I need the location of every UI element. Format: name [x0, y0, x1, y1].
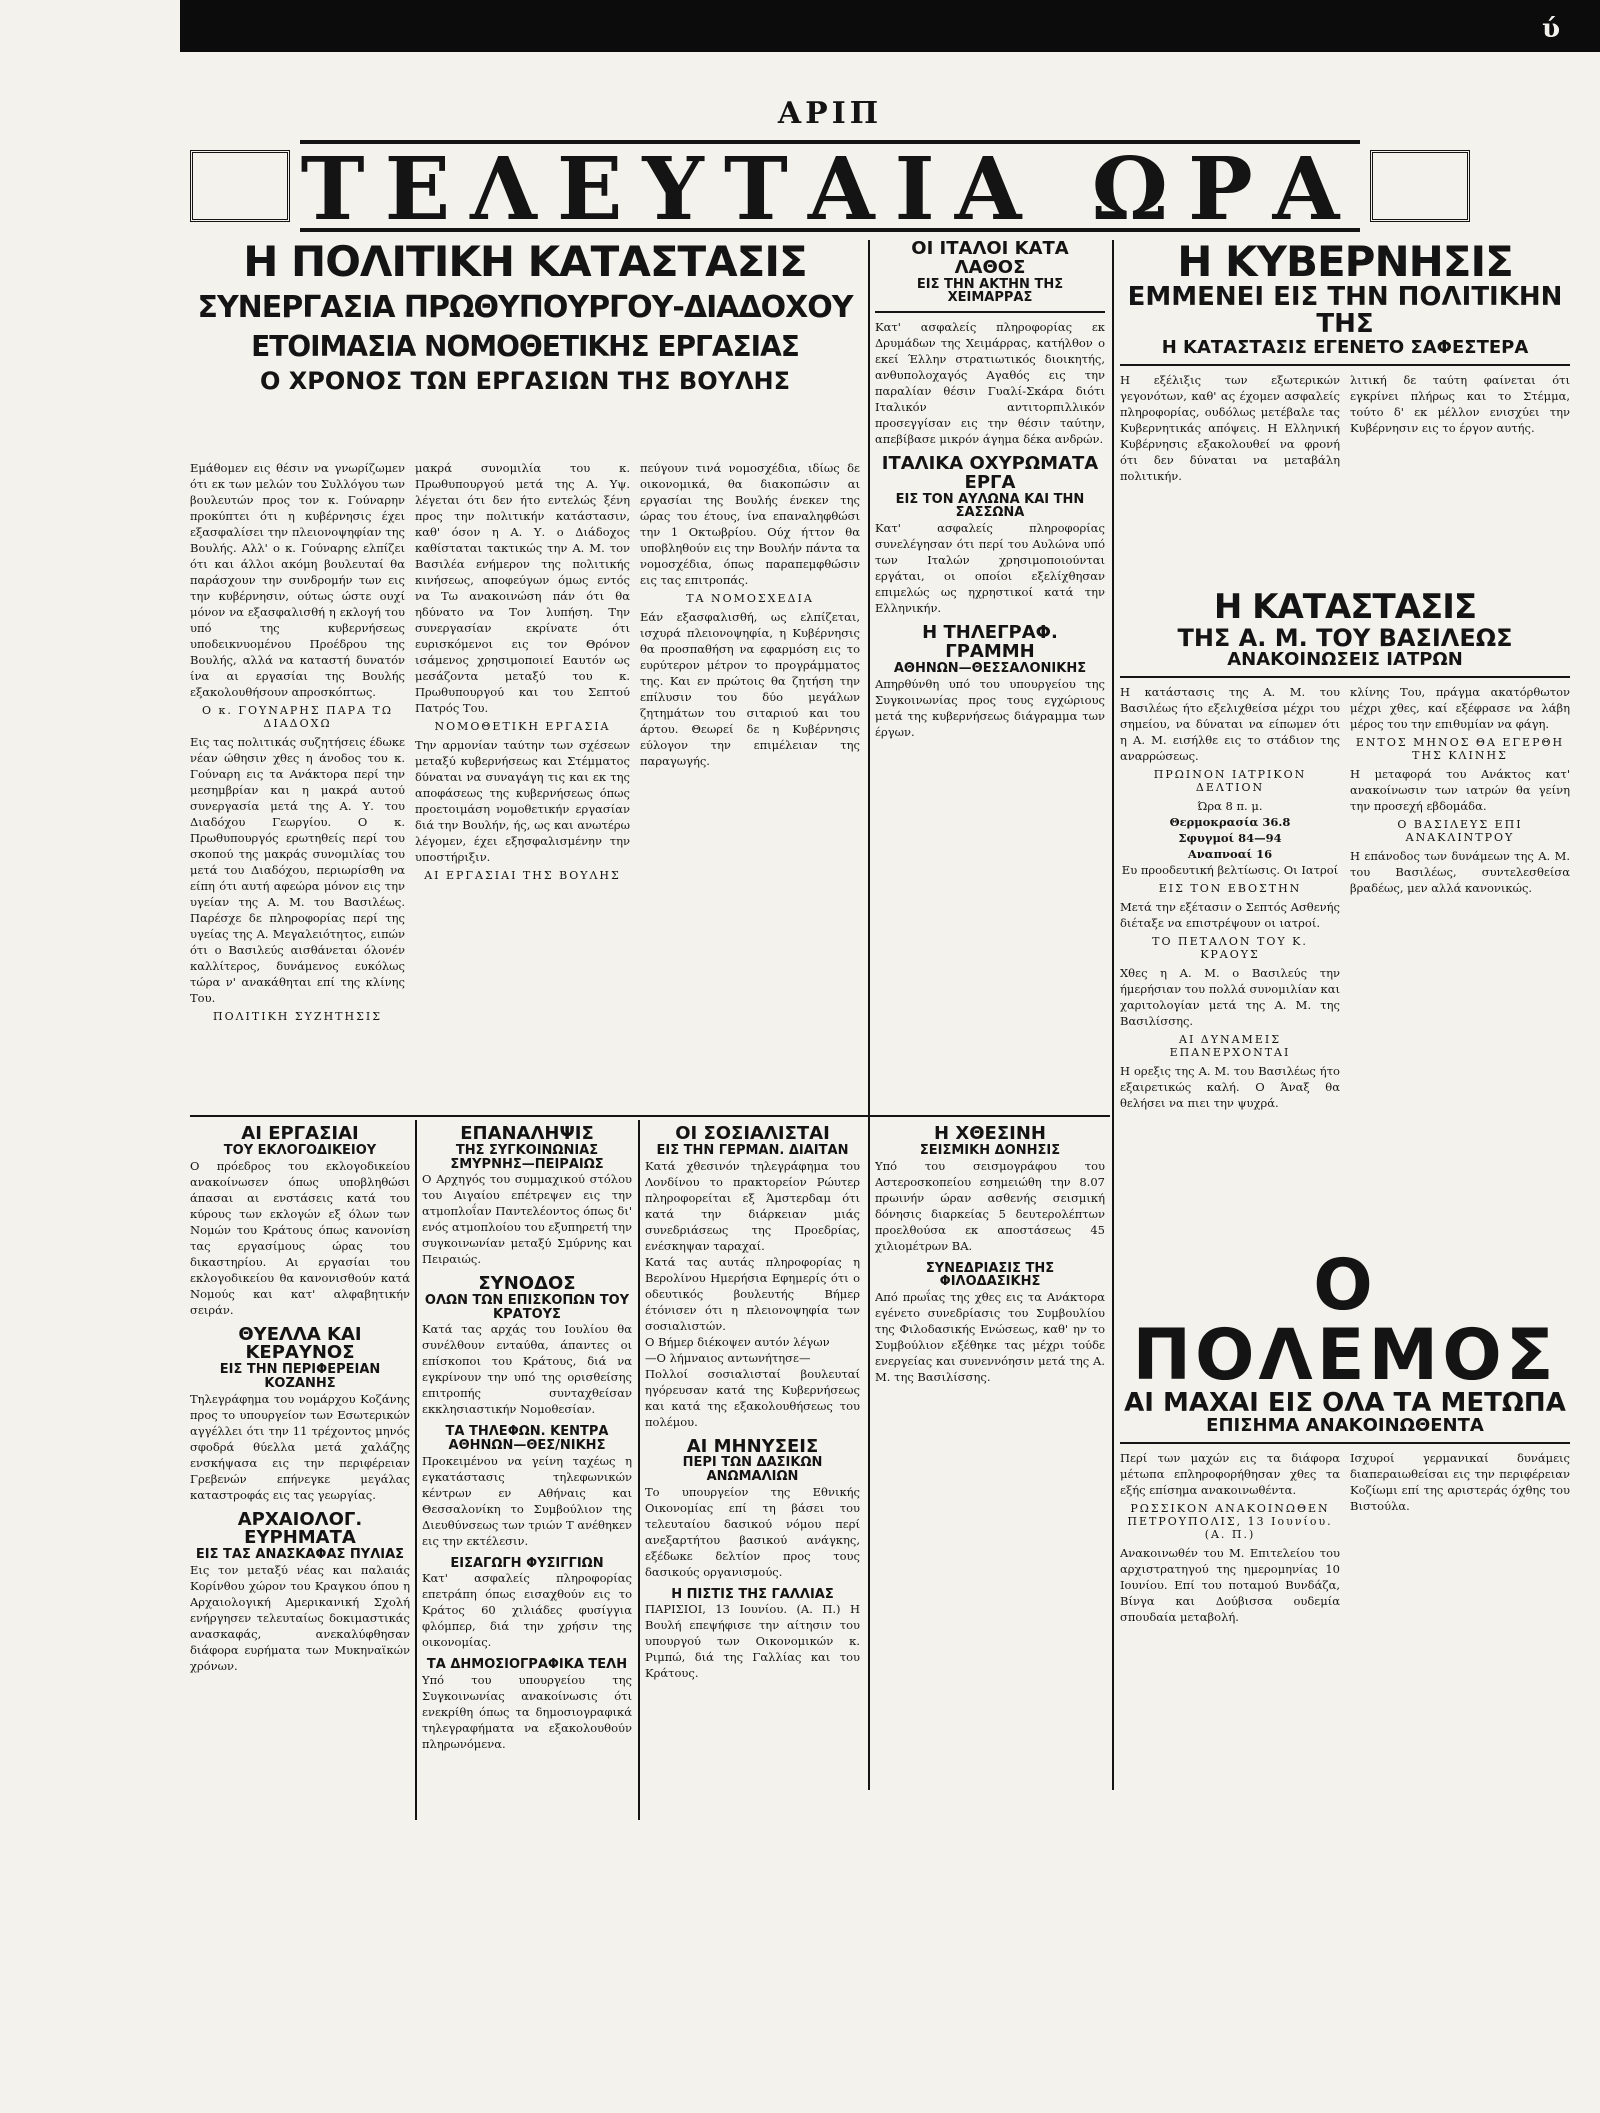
fees-text: Υπό του υπουργείου της Συγκοινωνίας ανακοίνωσις ότι ενεκρίθη όπως τα δημοσιογραφικά τηλεγραφήματα να εξακολουθούν πληρωνόμενα. — [422, 1672, 632, 1751]
seismic-headline: Η ΧΘΕΣΙΝΗ — [934, 1125, 1046, 1144]
synod-text: Κατά τας αρχάς του Ιουλίου θα συνέλθουν ενταύθα, άπαντες οι επίσκοποι του Κράτους, διά να εγκρίνουν την υπό της ορισθείσης επιτροπής συνταχθείσαν εκκλησιαστικήν Νομοθεσίαν. — [422, 1322, 632, 1417]
column-rule — [868, 240, 870, 1790]
page-banner: ΤΕΛΕΥΤΑΙΑ ΩΡΑ — [300, 139, 1360, 240]
war-text: Περί των μαχών εις τα διάφορα μέτωπα επληροφορήθησαν χθες τα εξής επίσημα ανακοινωθέντα. — [1120, 1451, 1340, 1498]
synod-deck: ΟΛΩΝ ΤΩΝ ΕΠΙΣΚΟΠΩΝ ΤΟΥ ΚΡΑΤΟΥΣ — [424, 1293, 630, 1322]
philodasic-headline: ΣΥΝΕΔΡΙΑΣΙΣ ΤΗΣ ΦΙΛΟΔΑΣΙΚΗΣ — [925, 1260, 1055, 1290]
king-sub1-text: Η μεταφορά του Ανάκτος κατ' ανακοίνωσιν των ιατρών θα γείνη την προσεχή εβδομάδα. — [1350, 766, 1570, 813]
misc-return-text: Η ορεξις της Α. Μ. του Βασιλέως ήτο εξαιρετικώς καλή. Ο Άναξ θα θελήσει να πιει την ψυχρά. — [1120, 1063, 1340, 1110]
king-deck2: ΑΝΑΚΟΙΝΩΣΕΙΣ ΙΑΤΡΩΝ — [1227, 648, 1463, 670]
king-headline: Η ΚΑΤΑΣΤΑΣΙΣ — [1213, 590, 1477, 627]
lower-column-1 — [190, 1125, 410, 1825]
philodasic-text: Από πρωΐας της χθες εις τα Ανάκτορα εγένετο συνεδρίασις του Συμβουλίου της Φιλοδασικής Ενώσεως, καθ' ην το Συμβούλιον εξέθηκε τας μέχρι τούδε ενεργείας και συνεννόησιν μετά της Α. Μ. της Βασιλίσσης. — [875, 1289, 1105, 1384]
archaeology-text: Εις τον μεταξύ νέας και παλαιάς Κορίνθου χώρον του Κραγκου όπου η Αρχαιολογική Αμερικανική Σχολή ενήργησεν τελευταίως δοκιμαστικάς ανασκαφάς, ανεκαλύφθησαν διάφορα ευρήματα των Μυκηναϊκών χρόνων. — [190, 1563, 410, 1674]
court-headline: ΑΙ ΕΡΓΑΣΙΑΙ — [241, 1125, 359, 1144]
italians-headline: ΟΙ ΙΤΑΛΟΙ ΚΑΤΑ ΛΑΘΟΣ — [911, 240, 1069, 278]
war-sub: ΡΩΣΣΙΚΟΝ ΑΝΑΚΟΙΝΩΘΕΝ ΠΕΤΡΟΥΠΟΛΙΣ, 13 Ιουνίου. (Α. Π.) — [1127, 1502, 1333, 1542]
complaints-text: Το υπουργείον της Εθνικής Οικονομίας επί τη βάσει του τελευταίου δασικού νόμου περί ανεξαρτήτου βασικού ανάγκης, εξέδωκε δελτίον προς τους δασικούς οργανισμούς. — [645, 1484, 860, 1579]
smyrna-text: Ο Αρχηγός του συμμαχικού στόλου του Αιγαίου επέτρεψεν εις την ατμοπλοΐαν Παντελέοντος όπως δι' ενός ατμοπλοίου του εξυπηρετή την συγκοινωνίαν μεταξύ Σμύρνης και Πειραιώς. — [422, 1172, 632, 1267]
smyrna-deck1: ΤΗΣ ΣΥΓΚΟΙΝΩΝΙΑΣ — [455, 1142, 599, 1158]
king-sub1: ΕΝΤΟΣ ΜΗΝΟΣ ΘΑ ΕΓΕΡΘΗ ΤΗΣ ΚΛΙΝΗΣ — [1355, 735, 1565, 762]
king-bulletin: ΠΡΩΙΝΟΝ ΙΑΤΡΙΚΟΝ ΔΕΛΤΙΟΝ — [1153, 767, 1307, 794]
lower-column-4 — [875, 1125, 1105, 1825]
war-text-3: Ισχυροί γερμανικαί δυνάμεις διαπεραιωθείσαι εις την περιφέρειαν Κοζίωμι επί της αριστεράς όχθης του Βιστούλα. — [1350, 1451, 1570, 1514]
page-number: ύ — [1541, 14, 1560, 44]
politics-sub-1: Ο κ. ΓΟΥΝΑΡΗΣ ΠΑΡΑ ΤΩ ΔΙΑΔΟΧΩ — [202, 704, 393, 730]
government-headline: Η ΚΥΒΕΡΝΗΣΙΣ — [1177, 240, 1513, 286]
socialists-quote-2: —Ο λήμναιος αντωνήτησε— — [645, 1350, 811, 1365]
politics-text-1b: Εις τας πολιτικάς συζητήσεις έδωκε νέαν ώθησιν χθες η άνοδος του κ. Γούναρη εις τα Ανάκτορα περί την μεσημβρίαν και η μακρά αυτού συνεργασία μετά της Α. Υ. του Διαδόχου Γεωργίου. Ο κ. Πρωθυπουργός ερωτηθείς περί του σκοπού της μακράς συνομιλίας του μετά του Διαδόχου, περιωρίσθη να είπη ότι αυτή αφεώρα μόνον εις την υγείαν της Α. Μ. του Βασιλέως. Παρέσχε δε πληροφορίας περί της υγείας της Α. Μεγαλειότητος, ειπών ότι ο Βασιλεύς αισθάνεται όλονέν καλλίτερος, δυνάμενος ευκόλως τώρα ν' ανακάθηται επί της κλίνης Του. — [190, 735, 405, 1005]
italians-text: Κατ' ασφαλείς πληροφορίας εκ Δρυμάδων της Χειμάρρας, κατήλθον ο εκεί Έλλην στρατιωτικός διοικητής, ανθυπολοχαγός Αγαθός εις την παραλίαν θέσιν Γυαλί-Σκάρα διότι Ιταλικόν αντιτορπιλλικόν προσεγγίσαν εις την θέσιν ταύτην, απεβίβασε μικρόν άγημα δέκα ανδρών. — [875, 320, 1105, 447]
politics-deck2: ΕΤΟΙΜΑΣΙΑ ΝΟΜΟΘΕΤΙΚΗΣ ΕΡΓΑΣΙΑΣ — [251, 329, 799, 363]
misc-vasilefs-headline: Ο ΒΑΣΙΛΕΥΣ ΕΠΙ ΑΝΑΚΛΙΝΤΡΟΥ — [1397, 817, 1523, 844]
smyrna-headline: ΕΠΑΝΑΛΗΨΙΣ — [460, 1125, 594, 1144]
misc-eastern-text: Μετά την εξέτασιν ο Σεπτός Ασθενής διέταξε να επιστρέψουν οι ιατροί. — [1120, 899, 1340, 930]
complaints-deck: ΠΕΡΙ ΤΩΝ ΔΑΣΙΚΩΝ ΑΝΩΜΑΛΙΩΝ — [682, 1455, 823, 1485]
court-text: Ο πρόεδρος του εκλογοδικείου ανακοίνωσεν όπως υποβληθώσι άπασαι αι ενστάσεις κατά του κύρους των εκλογών εξ όλων των Νομών του Κράτους όπως κανονίση τας εργασίμους ώρας του δικαστηρίου. Αι εργασίαι του εκλογοδικείου θα κανονισθούν κατά Νομούς και κατ' αλφαβητικήν σειράν. — [190, 1158, 410, 1317]
france-text: ΠΑΡΙΣΙΟΙ, 13 Ιουνίου. (Α. Π.) Η Βουλή επεψήφισε την αίτησιν του υπουργού των Οικονομικών κ. Ριμπώ, διά της Γαλλίας και του Κράτους. — [645, 1602, 860, 1681]
misc-vasilefs-text: Η επάνοδος των δυνάμεων της Α. Μ. του Βασιλέως, συντελεσθείσα βραδέως, μεν αλλά κανονικώς. — [1350, 848, 1570, 895]
column-rule — [638, 1120, 640, 1820]
war-deck2: ΕΠΙΣΗΜΑ ΑΝΑΚΟΙΝΩΘΕΝΤΑ — [1206, 1415, 1484, 1437]
italians-sub1-deck: ΕΙΣ ΤΟΝ ΑΥΛΩΝΑ ΚΑΙ ΤΗΝ ΣΑΣΣΩΝΑ — [895, 491, 1085, 521]
politics-text-3b: Εάν εξασφαλισθή, ως ελπίζεται, ισχυρά πλειονοψηφία, η Κυβέρνησις θα προσπαθήση να εφαρμόση εις το ευρύτερον μέτρον το προγράμματος της. Και εν πρώτοις θα ζητήση την επίλυσιν του δύο μεγάλων ζητημάτων του σιταριού και του άρτου. Θεωρεί δε η Κυβέρνησις εύλογον την επιμέλειαν της παραγωγής. — [640, 610, 860, 768]
war-text-2: Ανακοινωθέν του Μ. Επιτελείου του αρχιστρατηγού της ημερομηνίας 10 Ιουνίου. Επί του ποταμού Βυνδάζα, Βίνγα και Δούβισσα ουδεμία σπουδαία μεταβολή. — [1120, 1546, 1340, 1625]
war-story — [1120, 1250, 1570, 1810]
politics-text-2b: Την αρμονίαν ταύτην των σχέσεων μεταξύ κυβερνήσεως και Στέμματος δύναται να συναγάγη τις και εκ της αποφάσεως της κυβερνήσεως όπως προετοιμάση νομοθετικήν εργασίαν διά την Βουλήν, ής, ως και ανωτέρω λέγομεν, έχει εξησφαλισμένην την υποστήριξιν. — [415, 738, 630, 864]
italians-sub2-deck: ΑΘΗΝΩΝ—ΘΕΣΣΑΛΟΝΙΚΗΣ — [893, 660, 1087, 676]
socialists-quote-1: Ο Βήμερ διέκοψεν αυτόν λέγων — [645, 1334, 830, 1349]
italians-story — [875, 240, 1105, 1120]
archaeology-deck: ΕΙΣ ΤΑΣ ΑΝΑΣΚΑΦΑΣ ΠΥΛΙΑΣ — [195, 1547, 405, 1563]
socialists-deck: ΕΙΣ ΤΗΝ ΓΕΡΜΑΝ. ΔΙΑΙΤΑΝ — [656, 1142, 849, 1158]
telephone-deck: ΑΘΗΝΩΝ—ΘΕΣ/ΝΙΚΗΣ — [448, 1437, 606, 1453]
politics-column-2 — [415, 460, 630, 1100]
politics-header — [190, 240, 860, 440]
lower-column-2 — [422, 1125, 632, 1825]
phosphate-headline: ΕΙΣΑΓΩΓΗ ΦΥΣΙΓΓΙΩΝ — [450, 1555, 604, 1571]
politics-sub-4: ΑΙ ΕΡΓΑΣΙΑΙ ΤΗΣ ΒΟΥΛΗΣ — [424, 869, 621, 882]
italians-sub1-headline: ΙΤΑΛΙΚΑ ΟΧΥΡΩΜΑΤΑ ΕΡΓΑ — [881, 453, 1099, 493]
synod-headline: ΣΥΝΟΔΟΣ — [478, 1273, 576, 1295]
storm-text: Τηλεγράφημα του νομάρχου Κοζάνης προς το υπουργείον των Εσωτερικών αγγέλλει ότι την 11 τρέχοντος μηνός σφοδρά θύελλα μετά χαλάζης ενσκήψασα εις την περιφέρειαν Γρεβενών επήνεγκε μεγάλας καταστροφάς εις τας γεωργίας. — [190, 1391, 410, 1502]
top-bar — [180, 0, 1600, 52]
king-text-left: Η κατάστασις της Α. Μ. του Βασιλέως ήτο εξελιχθείσα μέχρι του σημείου, να δύναται να είπωμεν ότι η Α. Μ. εισήλθε εις το στάδιον της αναρρώσεως. — [1120, 684, 1340, 763]
misc-eastern-headline: ΕΙΣ ΤΟΝ ΕΒΟΣΤΗΝ — [1158, 881, 1302, 895]
government-deck1: ΕΜΜΕΝΕΙ ΕΙΣ ΤΗΝ ΠΟΛΙΤΙΚΗΝ ΤΗΣ — [1127, 282, 1563, 340]
smyrna-deck2: ΣΜΥΡΝΗΣ—ΠΕΙΡΑΙΩΣ — [450, 1156, 604, 1172]
masthead-small: ΑΡΙΠ — [777, 96, 883, 131]
france-headline: Η ΠΙΣΤΙΣ ΤΗΣ ΓΑΛΛΙΑΣ — [671, 1586, 834, 1602]
king-temp: Θερμοκρασία 36.8 — [1169, 814, 1291, 829]
storm-deck: ΕΙΣ ΤΗΝ ΠΕΡΙΦΕΡΕΙΑΝ ΚΟΖΑΝΗΣ — [219, 1362, 381, 1391]
war-headline: Ο ΠΟΛΕΜΟΣ — [1132, 1250, 1558, 1396]
telephone-text: Προκειμένου να γείνη ταχέως η εγκατάστασις τηλεφωνικών κέντρων εν Αθήναις και Θεσσαλονίκη το Συμβούλιον της Διευθύνσεως των τριών Τ ανέθηκεν εις την εκτέλεσιν. — [422, 1453, 632, 1548]
misc-return-headline: ΑΙ ΔΥΝΑΜΕΙΣ ΕΠΑΝΕΡΧΟΝΤΑΙ — [1169, 1032, 1291, 1059]
lower-column-3 — [645, 1125, 860, 1825]
politics-deck3: Ο ΧΡΟΝΟΣ ΤΩΝ ΕΡΓΑΣΙΩΝ ΤΗΣ ΒΟΥΛΗΣ — [259, 366, 791, 395]
government-story — [1120, 240, 1570, 580]
war-deck1: ΑΙ ΜΑΧΑΙ ΕΙΣ ΟΛΑ ΤΑ ΜΕΤΩΠΑ — [1124, 1388, 1566, 1418]
king-deck1: ΤΗΣ Α. Μ. ΤΟΥ ΒΑΣΙΛΕΩΣ — [1177, 623, 1513, 652]
politics-deck1: ΣΥΝΕΡΓΑΣΙΑ ΠΡΩΘΥΠΟΥΡΓΟΥ-ΔΙΑΔΟΧΟΥ — [197, 290, 853, 326]
socialists-text-2: Κατά τας αυτάς πληροφορίας η Βερολίνου Ημερήσια Εφημερίς ότι ο οδευτικός βουλευτής Βήμερ έτόνισεν ότι η πλειονοψηφία των σοσιαλιστών. — [645, 1254, 860, 1333]
banner-ornament-right — [1370, 150, 1470, 222]
storm-headline: ΘΥΕΛΛΑ ΚΑΙ ΚΕΡΑΥΝΟΣ — [238, 1323, 362, 1364]
king-story — [1120, 590, 1570, 1240]
king-resp: Αναπνοαί 16 — [1187, 846, 1273, 861]
socialists-text: Κατά χθεσινόν τηλεγράφημα του Λονδίνου το πρακτορείον Ρώυτερ πληροφορείται εξ Άμστερδαμ ότι κατά την διάρκειαν μιάς συνεδριάσεως της Προεδρίας, ενέσκηψαν ταραχαί. — [645, 1158, 860, 1253]
politics-text-2: μακρά συνομιλία του κ. Πρωθυπουργού μετά της Α. Υψ. λέγεται ότι δεν ήτο εντελώς ξένη προς την πολιτικήν κατάστασιν, καθ' όσον η Α. Υ. ο Διάδοχος καθίσταται τακτικώς την Α. Μ. τον Βασιλέα ενήμερον της πολιτικής κινήσεως, αποφεύγων όμως εντός να Τω ανακοινώση πάν ότι θα ηδύνατο να Τον λυπήση. Την συνεργασίαν εκρίνατε ότι ευρισκόμενοι εις τον Θρόνον ισάμενος χρησιμοποιεί Εαυτόν ως μεσάζοντα μεταξύ του κ. Πρωθυπουργού και του Σεπτού Πατρός Του. — [415, 461, 630, 715]
column-rule — [415, 1120, 417, 1820]
seismic-deck: ΣΕΙΣΜΙΚΗ ΔΟΝΗΣΙΣ — [919, 1142, 1061, 1158]
complaints-headline: ΑΙ ΜΗΝΥΣΕΙΣ — [686, 1435, 819, 1457]
politics-text-3: πεύγουν τινά νομοσχέδια, ιδίως δε οικονομικά, θα διακοπώσιν αι εργασίαι της Βουλής ένεκεν της ώρας του έτους, ίνα επαναληφθώσι την 1 Οκτωβρίου. Ούχ ήττον θα υποβληθούν εις την Βουλήν πάντα τα νομοσχέδια, όπως παραπεμφθώσιν εις τας επιτροπάς. — [640, 461, 860, 587]
government-text-right: λιτική δε ταύτη φαίνεται ότι εγκρίνει πλήρως και το Στέμμα, τούτο δ' εκ μέλλον ενισχύει την Κυβέρνησιν εις το έργον αυτής. — [1350, 372, 1570, 435]
italians-sub2-text: Απηρθύνθη υπό του υπουργείου της Συγκοινωνίας προς τους εγχώριους μετά της κυβερνήσεως διάγραμμα των έργων. — [875, 676, 1105, 739]
politics-column-3 — [640, 460, 860, 1100]
fees-headline: ΤΑ ΔΗΜΟΣΙΟΓΡΑΦΙΚΑ ΤΕΛΗ — [426, 1657, 628, 1673]
politics-column-1 — [190, 460, 405, 1100]
seismic-text: Υπό του σεισμογράφου του Αστεροσκοπείου εσημειώθη την 8.07 πρωινήν ώραν ασθενής σεισμική δόνησις διαρκείας 5 δευτερολέπτων προελθούσα εκ αποστάσεως 45 χιλιομέτρων ΒΑ. — [875, 1158, 1105, 1253]
misc-petalon-text: Χθες η Α. Μ. ο Βασιλεύς την ήμερήσιαν του πολλά συνομιλίαν και χαριτολογίαν μετά της Α. Μ. της Βασιλίσσης. — [1120, 965, 1340, 1028]
king-pulse: Σφυγμοί 84—94 — [1178, 830, 1282, 845]
socialists-text-3: Πολλοί σοσιαλισταί βουλευταί ηγόρευσαν κατά της Κυβερνήσεως και κατά της εξακολουθήσεως του πολέμου. — [645, 1366, 860, 1429]
section-rule — [190, 1115, 1110, 1117]
politics-sub-2: ΠΟΛΙΤΙΚΗ ΣΥΖΗΤΗΣΙΣ — [213, 1010, 382, 1023]
politics-headline: Η ΠΟΛΙΤΙΚΗ ΚΑΤΑΣΤΑΣΙΣ — [243, 240, 807, 286]
politics-sub-3: ΝΟΜΟΘΕΤΙΚΗ ΕΡΓΑΣΙΑ — [434, 720, 611, 733]
banner-ornament-left — [190, 150, 290, 222]
italians-sub1-text: Κατ' ασφαλείς πληροφορίας συνελέγησαν ότι περί του Αυλώνα υπό των Ιταλών χρησιμοποιούνται εργάται, οι οποίοι εξελίχθησαν επιμελώς ως ηχρηστικοί κατά την Ελληνικήν. — [875, 521, 1105, 616]
politics-text-1: Εμάθομεν εις θέσιν να γνωρίζωμεν ότι εκ των μελών του Συλλόγου των βουλευτών προς τον κ. Γούναρην προκύπτει ότι η κυβέρνησις έχει εξασφαλίσει την πλειονοψηφίαν της Βουλής. Αλλ' ο κ. Γούναρης ελπίζει ότι και άλλοι ακόμη βουλευταί θα παράσχουν την συνδρομήν των εις την κυβέρνησιν, ούτως ώστε ουχί μόνον να εξασφαλισθή η εκλογή του υπό της κυβερνήσεως υποδεικνυομένου Προέδρου της Βουλής, αλλά να καταστή δυνατόν ίνα αι εργασίαι της Βουλής εξακολουθήσουν απροσκόπτως. — [190, 461, 405, 699]
court-deck: ΤΟΥ ΕΚΛΟΓΟΔΙΚΕΙΟΥ — [223, 1142, 377, 1158]
italians-sub2-headline: Η ΤΗΛΕΓΡΑΦ. ΓΡΑΜΜΗ — [922, 622, 1058, 663]
italians-deck: ΕΙΣ ΤΗΝ ΑΚΤΗΝ ΤΗΣ ΧΕΙΜΑΡΡΑΣ — [916, 276, 1064, 306]
king-hour: Ώρα 8 π. μ. — [1197, 798, 1263, 813]
archaeology-headline: ΑΡΧΑΙΟΛΟΓ. ΕΥΡΗΜΑΤΑ — [237, 1508, 363, 1549]
misc-petalon-headline: ΤΟ ΠΕΤΑΛΟΝ ΤΟΥ Κ. ΚΡΑΟΥΣ — [1152, 934, 1308, 961]
phosphate-text: Κατ' ασφαλείς πληροφορίας επετράπη όπως εισαχθούν εις το Κράτος 60 χιλιάδες φυσίγγια φλόμπερ, διά την χρήσιν της οικονομίας. — [422, 1571, 632, 1650]
king-text-right: κλίνης Του, πράγμα ακατόρθωτον μέχρι χθες, καί εξέφρασε να λάβη μέρος του την επιθυμίαν να φάγη. — [1350, 684, 1570, 731]
king-status: Ευ προοδευτική βελτίωσις. Οι Ιατροί — [1121, 862, 1339, 877]
government-text-left: Η εξέλιξις των εξωτερικών γεγονότων, καθ' ας έχομεν ασφαλείς πληροφορίας, ουδόλως μετέβαλε τας Κυβερνητικάς απόψεις. Η Ελληνική Κυβέρνησις εξακολουθεί να φρονή ότι δεν δύναται να μεταβάλη πολιτικήν. — [1120, 372, 1340, 483]
telephone-headline: ΤΑ ΤΗΛΕΦΩΝ. ΚΕΝΤΡΑ — [445, 1424, 609, 1440]
socialists-headline: ΟΙ ΣΟΣΙΑΛΙΣΤΑΙ — [675, 1125, 830, 1144]
column-rule — [1112, 240, 1114, 1790]
politics-sub-5: ΤΑ ΝΟΜΟΣΧΕΔΙΑ — [686, 592, 814, 605]
government-deck2: Η ΚΑΤΑΣΤΑΣΙΣ ΕΓΕΝΕΤΟ ΣΑΦΕΣΤΕΡΑ — [1161, 336, 1529, 358]
